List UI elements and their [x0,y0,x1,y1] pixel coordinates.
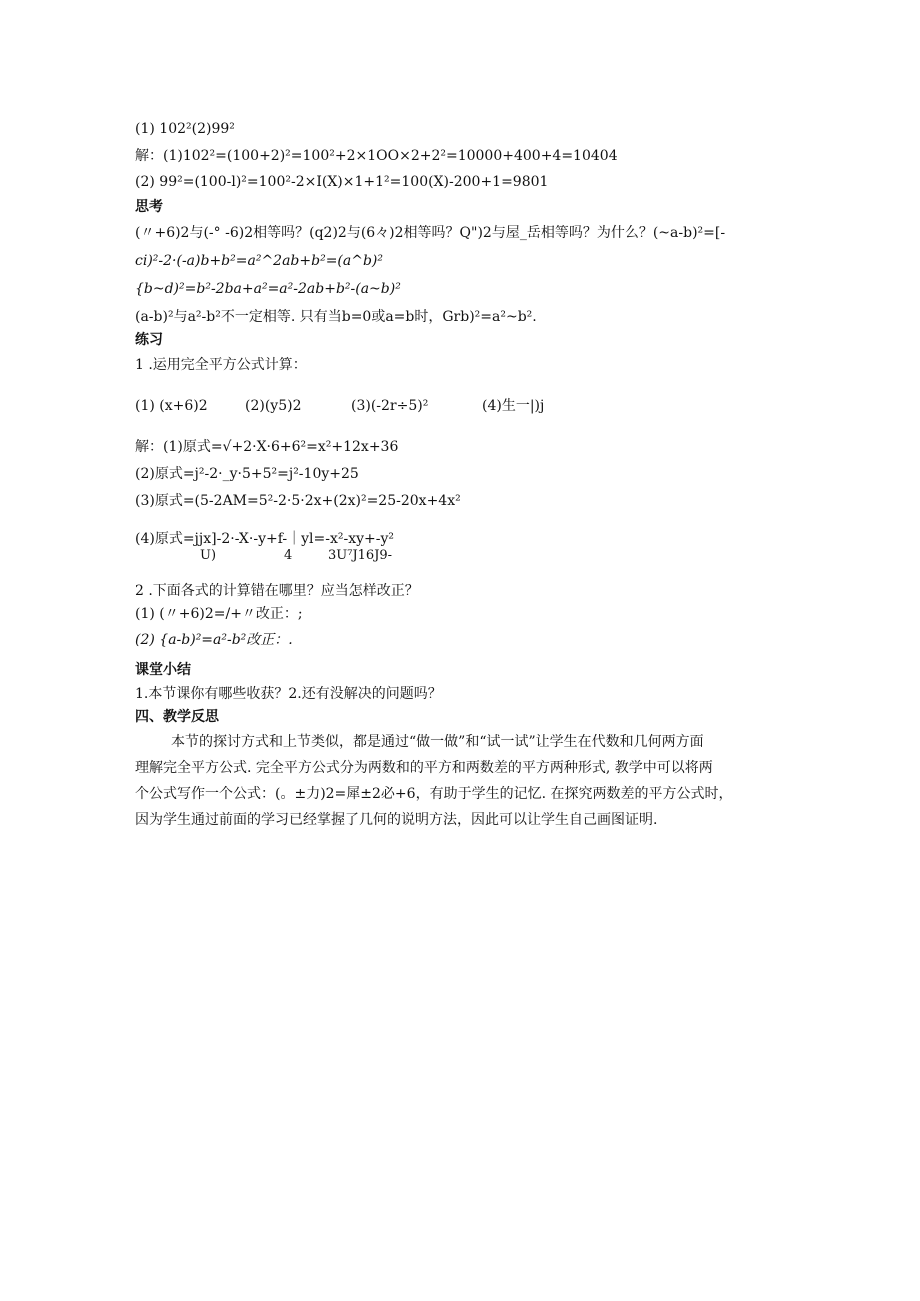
practice-q1-item-1: (1) (x+6)2 [135,398,208,414]
practice-solution-3: (3)原式=(5-2AM=5²-2·5·2x+(2x)²=25-20x+4x² [135,493,461,509]
practice-solution-4-sub-2: 4 [284,548,293,563]
practice-solution-4-sub-3: 3U⁷J16J9- [328,548,393,563]
practice-q1-title: 1 .运用完全平方公式计算： [135,357,307,373]
reflection-heading: 四、教学反思 [135,709,219,725]
practice-q2-b: (2) {a-b)²=a²-b²改正：. [135,632,293,648]
practice-solution-1: 解：(1)原式=√+2·X·6+6²=x²+12x+36 [135,439,399,455]
example-solution-1: 解：(1)102²=(100+2)²=100²+2×1OO×2+2²=10000+400+4=10404 [135,148,618,164]
reflection-paragraph [135,729,795,833]
practice-q2-a: (1) (〃+6)2=/+〃改正：; [135,606,303,622]
practice-q2-title: 2 .下面各式的计算错在哪里？应当怎样改正？ [135,583,419,599]
practice-solution-4-sub-1: U) [200,548,217,563]
think-line-1: (〃+6)2与(-° -6)2相等吗？(q2)2与(6々)2相等吗？Q")2与屋_岳相等吗？为什么？(~a-b)²=[- [135,225,726,241]
think-line-4: (a-b)²与a²-b²不一定相等. 只有当b=0或a=b时，Grb)²=a²~b². [135,309,537,325]
summary-heading: 课堂小结 [135,662,191,678]
think-line-3: {b~d)²=b²-2ba+a²=a²-2ab+b²-(a~b)² [135,281,401,297]
summary-text: 1.本节课你有哪些收获？2.还有没解决的问题吗？ [135,686,442,702]
example-solution-2: (2) 99²=(100-l)²=100²-2×I(X)×1+1²=100(X)-200+1=9801 [135,174,549,190]
example-problem: (1) 102²(2)99² [135,121,235,137]
practice-solution-4: (4)原式=jjx]-2·-X·-y+f-｜yl=-x²-xy+-y² [135,531,394,547]
practice-heading: 练习 [135,332,163,348]
reflection-line-4: 因为学生通过前面的学习已经掌握了几何的说明方法，因此可以让学生自己画图证明. [135,812,658,828]
practice-q1-item-4: (4)生一|)j [482,398,545,414]
reflection-line-3: 个公式写作一个公式：(。±力)2=犀±2必+6，有助于学生的记忆. 在探究两数差的平方公式时， [135,786,733,802]
think-line-2: ci)²-2·(-a)b+b²=a²^2ab+b²=(a^b)² [135,253,383,269]
practice-q1-item-2: (2)(y5)2 [245,398,302,414]
reflection-line-1: 本节的探讨方式和上节类似，都是通过“做一做”和“试一试”让学生在代数和几何两方面 [171,734,704,750]
think-heading: 思考 [135,199,163,215]
practice-solution-2: (2)原式=j²-2·_y·5+5²=j²-10y+25 [135,466,359,482]
practice-q1-item-3: (3)(-2r÷5)² [351,398,429,414]
reflection-line-2: 理解完全平方公式. 完全平方公式分为两数和的平方和两数差的平方两种形式, 教学中可以将两 [135,760,713,776]
